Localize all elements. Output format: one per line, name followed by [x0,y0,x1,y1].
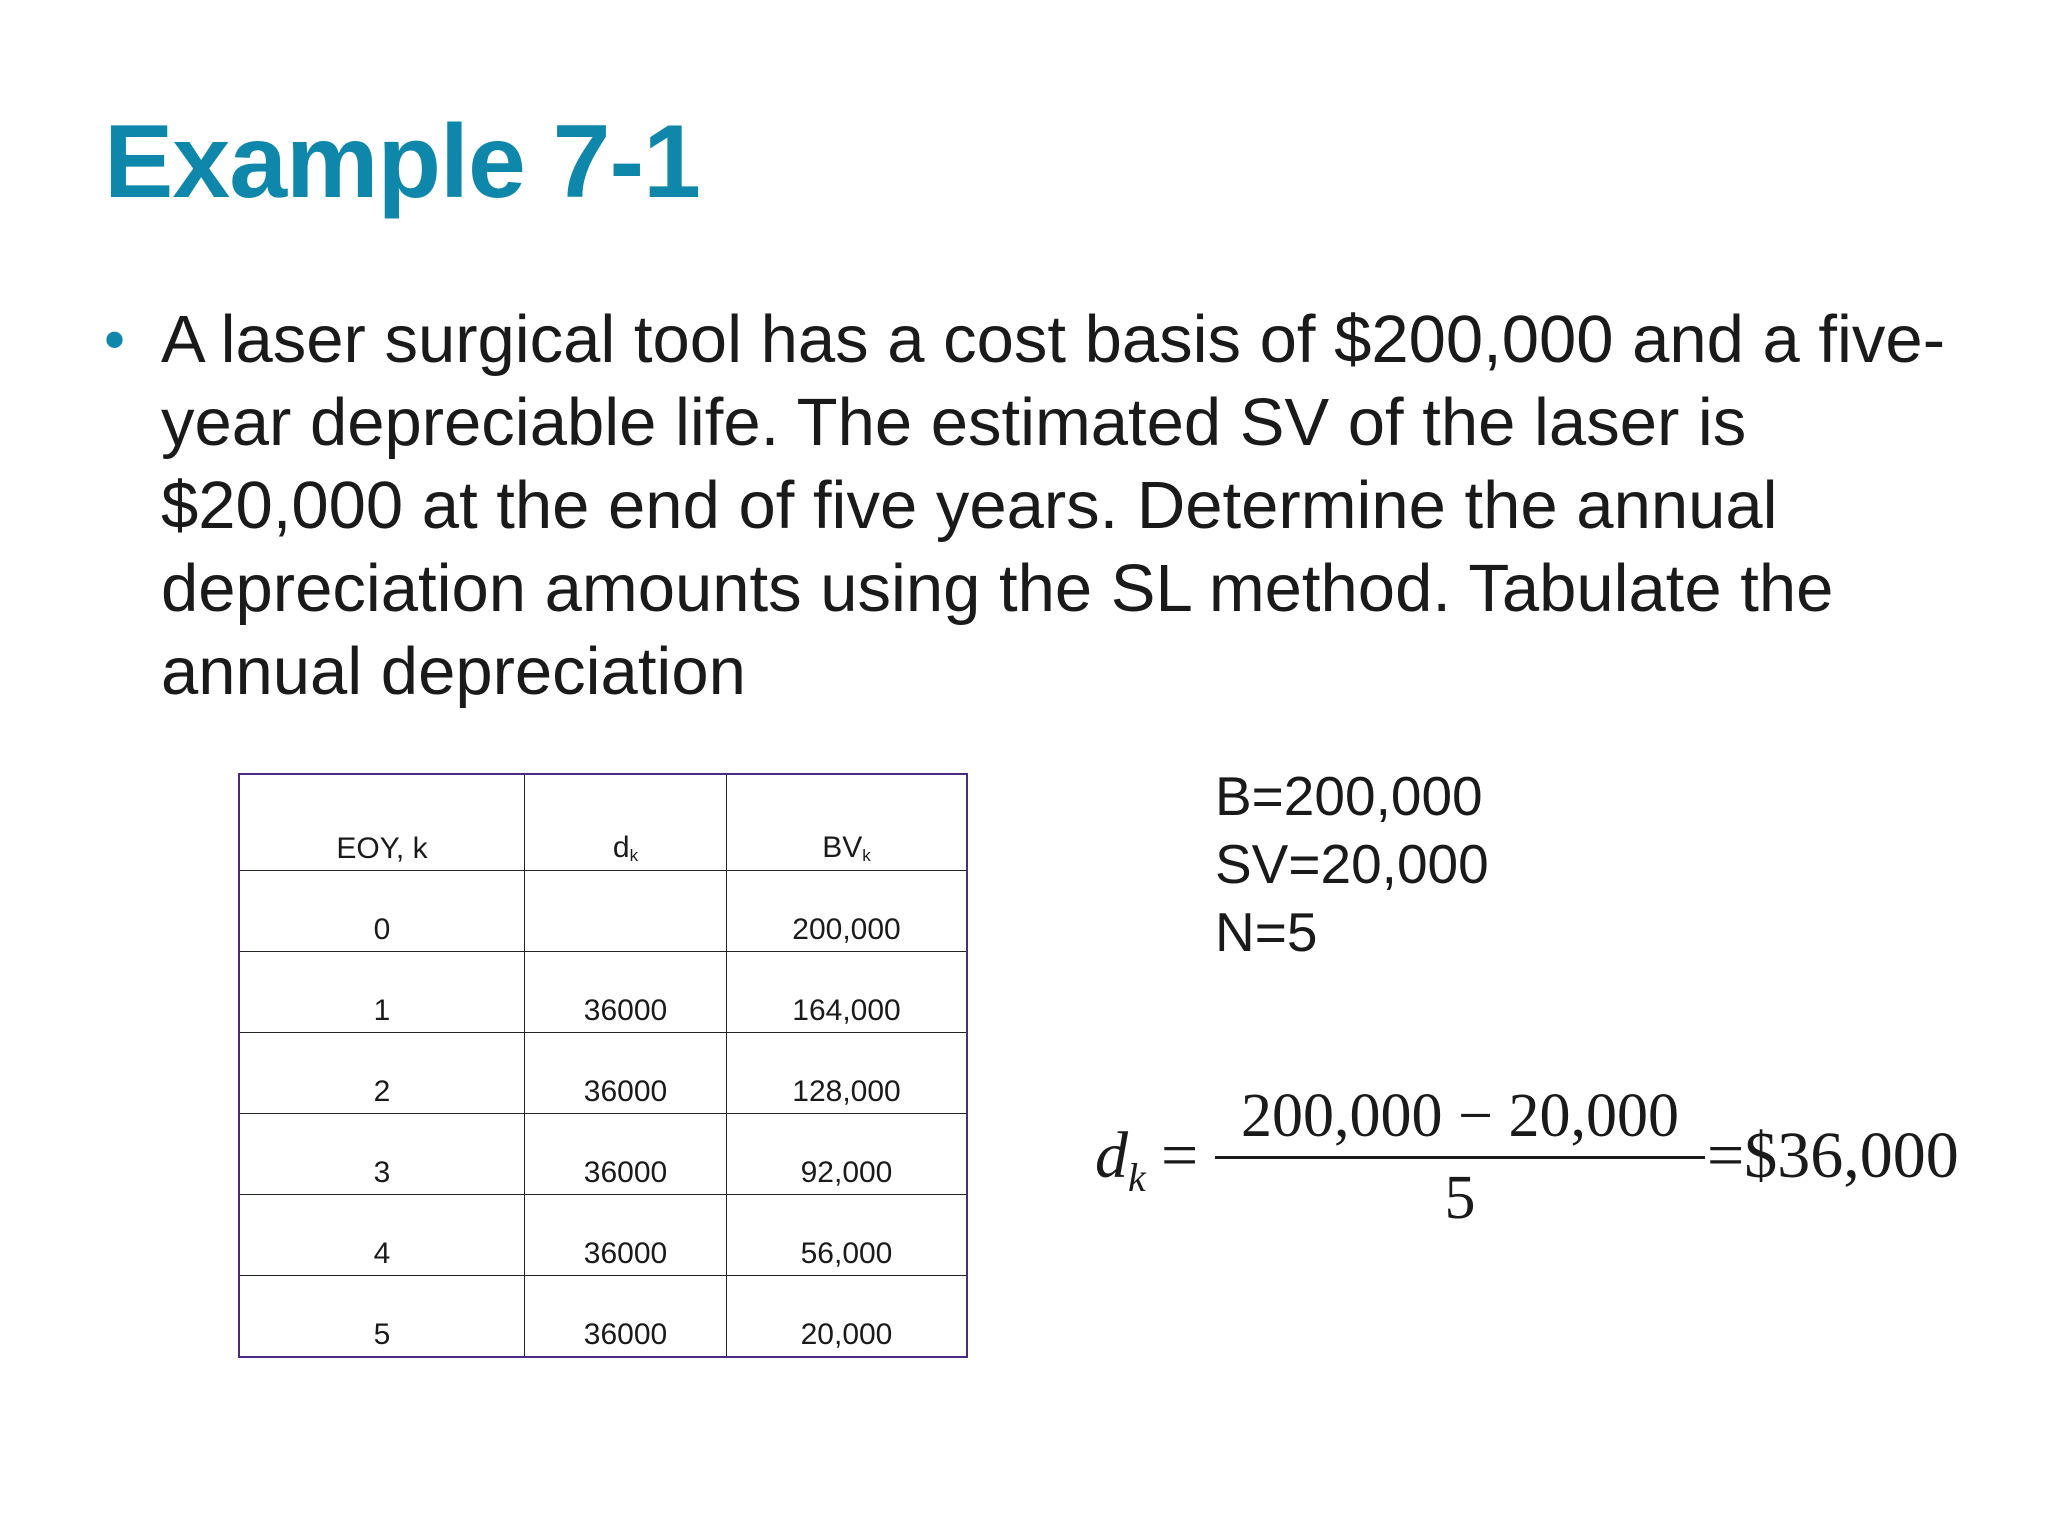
table-row [239,1033,967,1114]
table-row [239,1114,967,1195]
cell-bvk: 56,000 [727,1195,968,1276]
bullet-marker: • [104,306,126,373]
formula-fraction-bar [1215,1156,1705,1159]
formula-denominator: 5 [1444,1164,1476,1232]
cell-eoy: 4 [239,1195,525,1276]
given-life: N=5 [1215,901,1318,963]
depreciation-table [238,773,968,1358]
cell-eoy: 0 [239,871,525,952]
table-row [239,871,967,952]
cell-bvk: 128,000 [727,1033,968,1114]
cell-bvk: 20,000 [727,1276,968,1358]
cell-dk [525,871,727,952]
cell-dk: 36000 [525,1195,727,1276]
header-bvk-sub: k [862,846,871,865]
table-row [239,1195,967,1276]
table-row [239,1276,967,1358]
table-row [239,952,967,1033]
formula-equals: = [1161,1119,1199,1192]
cell-eoy: 2 [239,1033,525,1114]
header-dk-sub: k [629,846,639,865]
cell-bvk: 164,000 [727,952,968,1033]
slide-title: Example 7-1 [104,104,700,220]
given-salvage-value: SV=20,000 [1215,833,1489,895]
cell-bvk: 200,000 [727,871,968,952]
formula-fraction [1215,1080,1705,1233]
formula-lhs [1095,1118,1146,1201]
cell-eoy: 3 [239,1114,525,1195]
formula-result: =$36,000 [1707,1119,1959,1192]
cell-eoy: 1 [239,952,525,1033]
formula-lhs-sub: k [1128,1155,1146,1200]
cell-eoy: 5 [239,1276,525,1358]
formula-lhs-var: d [1095,1119,1128,1192]
header-bvk-main: BV [822,831,863,864]
cell-dk: 36000 [525,1033,727,1114]
header-eoy: EOY, k [239,774,525,871]
cell-dk: 36000 [525,1276,727,1358]
cell-bvk: 92,000 [727,1114,968,1195]
table-header-row [239,774,967,871]
problem-statement: A laser surgical tool has a cost basis of $200,000 and a five-year depreciable life. The estimated SV of the laser is $20,000 at the end of five years. Determine the annual depreciation amounts using the SL method. Tabulate the annual depreciation [161,302,1946,709]
cell-dk: 36000 [525,952,727,1033]
formula-numerator: 200,000 − 20,000 [1241,1082,1679,1150]
header-bvk [727,774,968,871]
header-dk [525,774,727,871]
cell-dk: 36000 [525,1114,727,1195]
given-values [1215,762,1489,966]
header-dk-main: d [612,831,630,864]
given-basis: B=200,000 [1215,765,1483,827]
